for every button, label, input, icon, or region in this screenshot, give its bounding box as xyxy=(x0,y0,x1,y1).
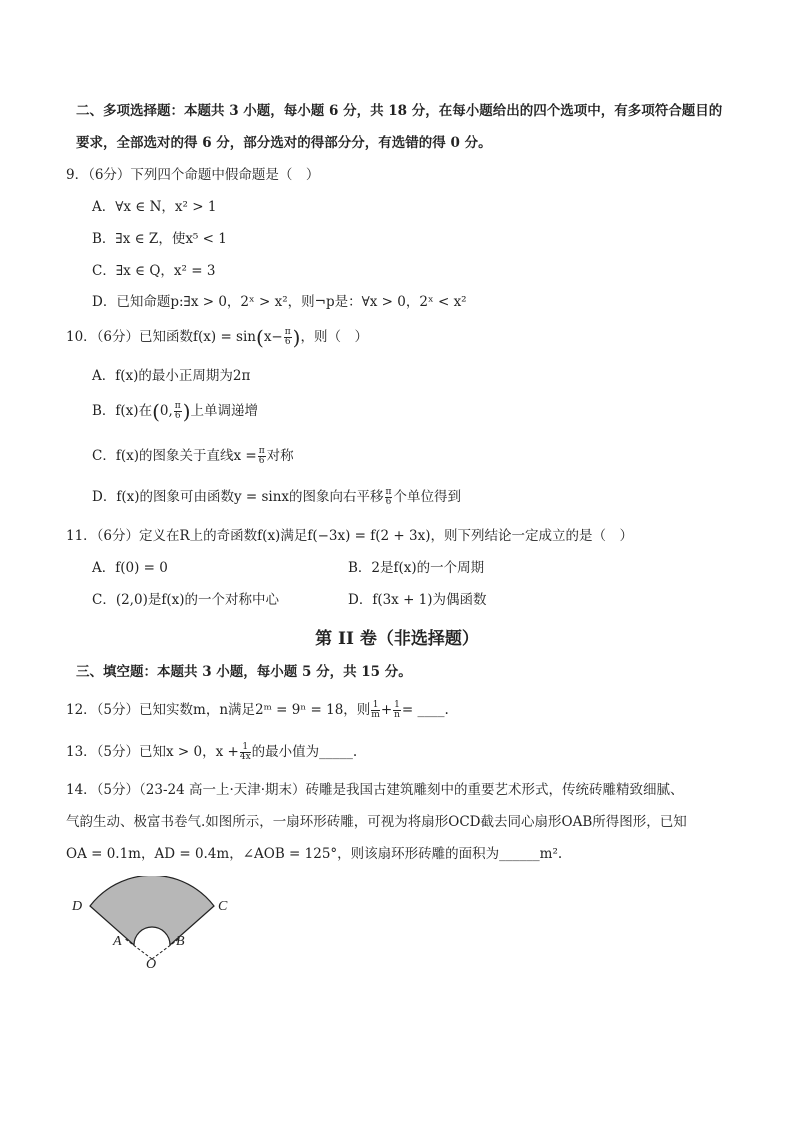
label-b: B xyxy=(176,934,185,949)
q11-stem: 11．（6分）定义在R上的奇函数f(x)满足f(−3x) = f(2 + 3x)，则下列结论一定成立的是（ ） xyxy=(66,528,633,544)
dashed-line-oa xyxy=(124,938,152,959)
section2-header-line1: 二、多项选择题：本题共 3 小题，每小题 6 分，共 18 分，在每小题给出的四个选项中，有多项符合题目的 xyxy=(76,103,723,119)
part2-title: 第 II 卷（非选择题） xyxy=(315,629,479,649)
label-a: A xyxy=(113,934,122,949)
q14-line1: 14．（5分）（23-24 高一上·天津·期末）砖雕是我国古建筑雕刻中的重要艺术形式，传统砖雕精致细腻、 xyxy=(66,782,684,798)
q9-option-d: D．已知命题p:∃x > 0，2ˣ > x²，则¬p是：∀x > 0，2ˣ < x² xyxy=(92,294,467,310)
q11-option-c: C．(2,0)是f(x)的一个对称中心 xyxy=(92,592,279,608)
q10-stem: 10．（6分）已知函数f(x) = sin(x− $\frac{\pi}{6}$ )，则（ ） xyxy=(66,325,368,350)
q10-pi-over-6: $\frac{\pi}{6}$ xyxy=(284,327,291,347)
q9-option-c: C．∃x ∈ Q，x² = 3 xyxy=(92,263,216,279)
q9-option-a: A．∀x ∈ N，x² > 1 xyxy=(92,199,217,215)
q9-stem: 9．（6分）下列四个命题中假命题是（ ） xyxy=(66,167,320,183)
q10-option-c: C．f(x)的图象关于直线x = $\frac{\pi}{6}$ 对称 xyxy=(92,446,294,466)
q9-option-b: B．∃x ∈ Z，使x⁵ < 1 xyxy=(92,231,227,247)
sector-ring-figure xyxy=(66,876,246,976)
q11-option-b: B．2是f(x)的一个周期 xyxy=(348,560,485,576)
q10-stem-arg: x− xyxy=(263,329,283,345)
q14-line3: OA = 0.1m，AD = 0.4m，∠AOB = 125°，则该扇环形砖雕的面积为______m². xyxy=(66,846,563,862)
section2-header-line2: 要求，全部选对的得 6 分，部分选对的得部分分，有选错的得 0 分。 xyxy=(76,135,492,151)
label-c: C xyxy=(218,899,228,914)
q10-stem-pre: 10．（6分）已知函数f(x) = sin xyxy=(66,329,256,345)
label-d: D xyxy=(72,899,83,914)
section3-header: 三、填空题：本题共 3 小题，每小题 5 分，共 15 分。 xyxy=(76,664,412,680)
q12-stem: 12．（5分）已知实数m，n满足2ᵐ = 9ⁿ = 18，则 $\frac{1}{m}$ + $\frac{1}{n}$ = ____. xyxy=(66,700,449,720)
q10-option-d: D．f(x)的图象可由函数y = sinx的图象向右平移 $\frac{\pi}{6}$ 个单位得到 xyxy=(92,487,461,507)
q11-option-a: A．f(0) = 0 xyxy=(92,560,168,576)
q10-option-a: A．f(x)的最小正周期为2π xyxy=(92,368,251,384)
q10-stem-post: ，则（ ） xyxy=(300,329,368,345)
sector-ring-shape xyxy=(90,876,214,945)
q11-option-d: D．f(3x + 1)为偶函数 xyxy=(348,592,487,608)
label-o: O xyxy=(146,957,157,972)
q10-option-b: B．f(x)在(0, $\frac{\pi}{6}$ )上单调递增 xyxy=(92,399,259,424)
q13-stem: 13．（5分）已知x > 0，x + $\frac{1}{4x}$ 的最小值为_____. xyxy=(66,742,358,762)
q14-line2: 气韵生动、极富书卷气.如图所示，一扇环形砖雕，可视为将扇形OCD截去同心扇形OAB所得图形，已知 xyxy=(66,814,687,830)
